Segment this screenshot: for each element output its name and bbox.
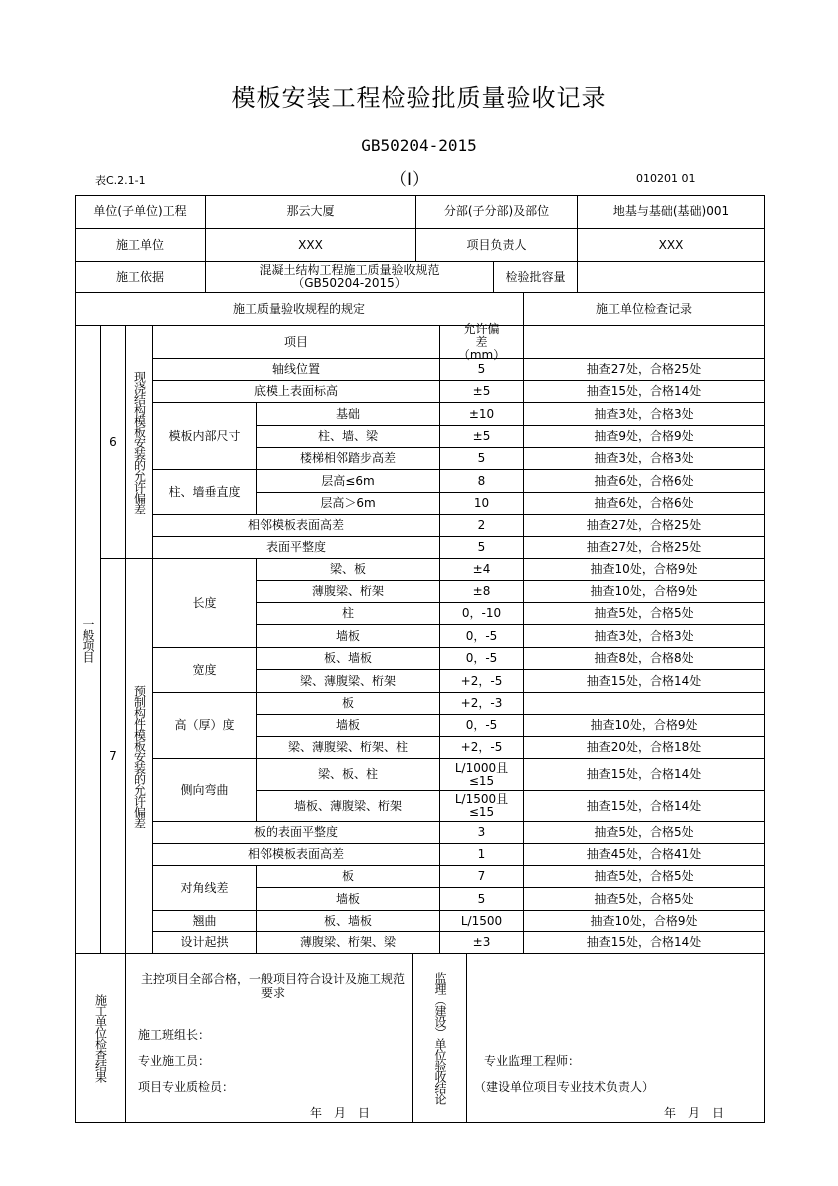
g7-row-9-tol: +2，-5 (440, 737, 524, 759)
constructor-value: XXX (206, 229, 416, 262)
g6-row-6-rec: 抽查6处，合格6处 (524, 470, 765, 493)
item-header: 项目 (153, 326, 440, 359)
g7-row-8-name: 墙板 (257, 715, 440, 737)
g6-row-6-name: 层高≤6m (257, 470, 440, 493)
g7-row-13-tol: 1 (440, 844, 524, 866)
spec-header: 施工质量验收规程的规定 (75, 293, 524, 326)
g7-row-17-tol: ±3 (440, 932, 524, 954)
g7-row-16-tol: L/1500 (440, 911, 524, 932)
team-leader-field: 施工班组长： (138, 1028, 211, 1042)
g7-row-3-name: 柱 (257, 603, 440, 625)
g7-cat-warp: 翘曲 (153, 911, 257, 932)
g7-row-11-name: 墙板、薄腹梁、桁架 (257, 791, 440, 822)
g7-row-1-rec: 抽查10处，合格9处 (524, 559, 765, 581)
g7-row-13-name: 相邻模板表面高差 (153, 844, 440, 866)
g7-row-4-name: 墙板 (257, 625, 440, 648)
g6-row-1-rec: 抽查27处，合格25处 (524, 359, 765, 381)
g6-row-3-tol: ±10 (440, 403, 524, 426)
g6-row-5-rec: 抽查3处，合格3处 (524, 448, 765, 470)
g6-row-5-tol: 5 (440, 448, 524, 470)
g7-row-6-name: 梁、薄腹梁、桁架 (257, 670, 440, 693)
quality-inspector-field: 项目专业质检员： (138, 1080, 235, 1094)
group-6-title: 现浇结构模板安装的允许偏差 (126, 326, 153, 559)
supervisor-result-cell (467, 954, 765, 1123)
g7-row-14-tol: 7 (440, 866, 524, 888)
g6-row-1-tol: 5 (440, 359, 524, 381)
project-manager-label: 项目负责人 (416, 229, 578, 262)
g6-row-1-name: 轴线位置 (153, 359, 440, 381)
capacity-value (578, 262, 765, 293)
g6-row-3-name: 基础 (257, 403, 440, 426)
g7-row-13-rec: 抽查45处，合格41处 (524, 844, 765, 866)
g7-row-17-name: 薄腹梁、桁架、梁 (257, 932, 440, 954)
g7-row-6-rec: 抽查15处，合格14处 (524, 670, 765, 693)
g7-row-8-tol: 0，-5 (440, 715, 524, 737)
g6-row-2-tol: ±5 (440, 381, 524, 403)
g7-row-4-rec: 抽查3处，合格3处 (524, 625, 765, 648)
g7-cat-width: 宽度 (153, 648, 257, 693)
constructor-result-label: 施工单位检查结果 (75, 954, 126, 1123)
supervisor-conclusion-label: 监理（建设）单位验收结论 (413, 954, 467, 1123)
record-blank (524, 326, 765, 359)
g6-row-9-tol: 5 (440, 537, 524, 559)
volume-marker: （Ⅰ） (390, 170, 430, 190)
basis-value: 混凝土结构工程施工质量验收规范（GB50204-2015） (206, 262, 494, 293)
g6-row-9-name: 表面平整度 (153, 537, 440, 559)
conclusion-text: 主控项目全部合格，一般项目符合设计及施工规范要求 (140, 972, 405, 1000)
construction-worker-field: 专业施工员： (138, 1054, 211, 1068)
g7-row-6-tol: +2，-5 (440, 670, 524, 693)
table-number: 表C.2.1-1 (95, 174, 146, 187)
g7-row-10-name: 梁、板、柱 (257, 759, 440, 791)
unit-label: 单位(子单位)工程 (75, 195, 206, 229)
g7-cat-length: 长度 (153, 559, 257, 648)
g7-row-11-rec: 抽查15处，合格14处 (524, 791, 765, 822)
tolerance-header: 允许偏差（mm） (440, 326, 524, 359)
g6-cat-verticality: 柱、墙垂直度 (153, 470, 257, 515)
g7-row-7-name: 板 (257, 693, 440, 715)
g6-cat-inner-size: 模板内部尺寸 (153, 403, 257, 470)
unit-value: 那云大厦 (206, 195, 416, 229)
constructor-label: 施工单位 (75, 229, 206, 262)
g7-row-9-name: 梁、薄腹梁、桁架、柱 (257, 737, 440, 759)
g7-row-5-rec: 抽查8处，合格8处 (524, 648, 765, 670)
g7-cat-bending: 侧向弯曲 (153, 759, 257, 822)
general-items-label: 一般项目 (75, 326, 101, 954)
record-code: 010201 01 (636, 172, 696, 185)
g6-row-6-tol: 8 (440, 470, 524, 493)
g7-row-17-rec: 抽查15处，合格14处 (524, 932, 765, 954)
subsection-label: 分部(子分部)及部位 (416, 195, 578, 229)
g6-row-4-rec: 抽查9处，合格9处 (524, 426, 765, 448)
g6-row-2-name: 底模上表面标高 (153, 381, 440, 403)
group-7-title: 预制构件模板安装的允许偏差 (126, 559, 153, 954)
g7-row-12-rec: 抽查5处，合格5处 (524, 822, 765, 844)
date-constructor: 年 月 日 (310, 1106, 371, 1120)
g6-row-3-rec: 抽查3处，合格3处 (524, 403, 765, 426)
g6-row-4-tol: ±5 (440, 426, 524, 448)
g6-row-2-rec: 抽查15处，合格14处 (524, 381, 765, 403)
g7-row-1-name: 梁、板 (257, 559, 440, 581)
g7-row-4-tol: 0，-5 (440, 625, 524, 648)
document-title: 模板安装工程检验批质量验收记录 (231, 84, 607, 112)
g7-row-11-tol: L/1500且≤15 (440, 791, 524, 822)
standard-code: GB50204-2015 (361, 136, 477, 155)
date-supervisor: 年 月 日 (664, 1106, 725, 1120)
g7-row-7-tol: +2，-3 (440, 693, 524, 715)
supervising-engineer-field: 专业监理工程师： (484, 1054, 581, 1068)
record-header: 施工单位检查记录 (524, 293, 765, 326)
g6-row-9-rec: 抽查27处，合格25处 (524, 537, 765, 559)
basis-label: 施工依据 (75, 262, 206, 293)
g7-row-7-rec (524, 693, 765, 715)
g7-cat-camber: 设计起拱 (153, 932, 257, 954)
g7-row-9-rec: 抽查20处，合格18处 (524, 737, 765, 759)
g7-row-8-rec: 抽查10处，合格9处 (524, 715, 765, 737)
g7-row-16-rec: 抽查10处，合格9处 (524, 911, 765, 932)
g6-row-7-tol: 10 (440, 493, 524, 515)
g7-row-10-tol: L/1000且≤15 (440, 759, 524, 791)
g6-row-4-name: 柱、墙、梁 (257, 426, 440, 448)
g7-cat-diagonal: 对角线差 (153, 866, 257, 911)
g7-row-12-tol: 3 (440, 822, 524, 844)
g6-row-8-rec: 抽查27处，合格25处 (524, 515, 765, 537)
g7-row-15-name: 墙板 (257, 888, 440, 911)
project-manager-value: XXX (578, 229, 765, 262)
g7-row-5-tol: 0，-5 (440, 648, 524, 670)
g6-row-8-tol: 2 (440, 515, 524, 537)
g6-row-5-name: 楼梯相邻踏步高差 (257, 448, 440, 470)
g7-row-1-tol: ±4 (440, 559, 524, 581)
group-6-number: 6 (101, 326, 126, 559)
g6-row-8-name: 相邻模板表面高差 (153, 515, 440, 537)
g6-row-7-rec: 抽查6处，合格6处 (524, 493, 765, 515)
g7-row-2-tol: ±8 (440, 581, 524, 603)
g6-row-7-name: 层高＞6m (257, 493, 440, 515)
g7-row-3-rec: 抽查5处，合格5处 (524, 603, 765, 625)
g7-row-16-name: 板、墙板 (257, 911, 440, 932)
group-7-number: 7 (101, 559, 126, 954)
g7-cat-height: 高（厚）度 (153, 693, 257, 759)
g7-row-10-rec: 抽查15处，合格14处 (524, 759, 765, 791)
g7-row-2-rec: 抽查10处，合格9处 (524, 581, 765, 603)
g7-row-15-tol: 5 (440, 888, 524, 911)
g7-row-12-name: 板的表面平整度 (153, 822, 440, 844)
owner-technical-lead-field: （建设单位项目专业技术负责人） (474, 1080, 655, 1094)
g7-row-14-name: 板 (257, 866, 440, 888)
capacity-label: 检验批容量 (494, 262, 578, 293)
subsection-value: 地基与基础(基础)001 (578, 195, 765, 229)
g7-row-2-name: 薄腹梁、桁架 (257, 581, 440, 603)
g7-row-15-rec: 抽查5处，合格5处 (524, 888, 765, 911)
g7-row-3-tol: 0，-10 (440, 603, 524, 625)
g7-row-14-rec: 抽查5处，合格5处 (524, 866, 765, 888)
g7-row-5-name: 板、墙板 (257, 648, 440, 670)
